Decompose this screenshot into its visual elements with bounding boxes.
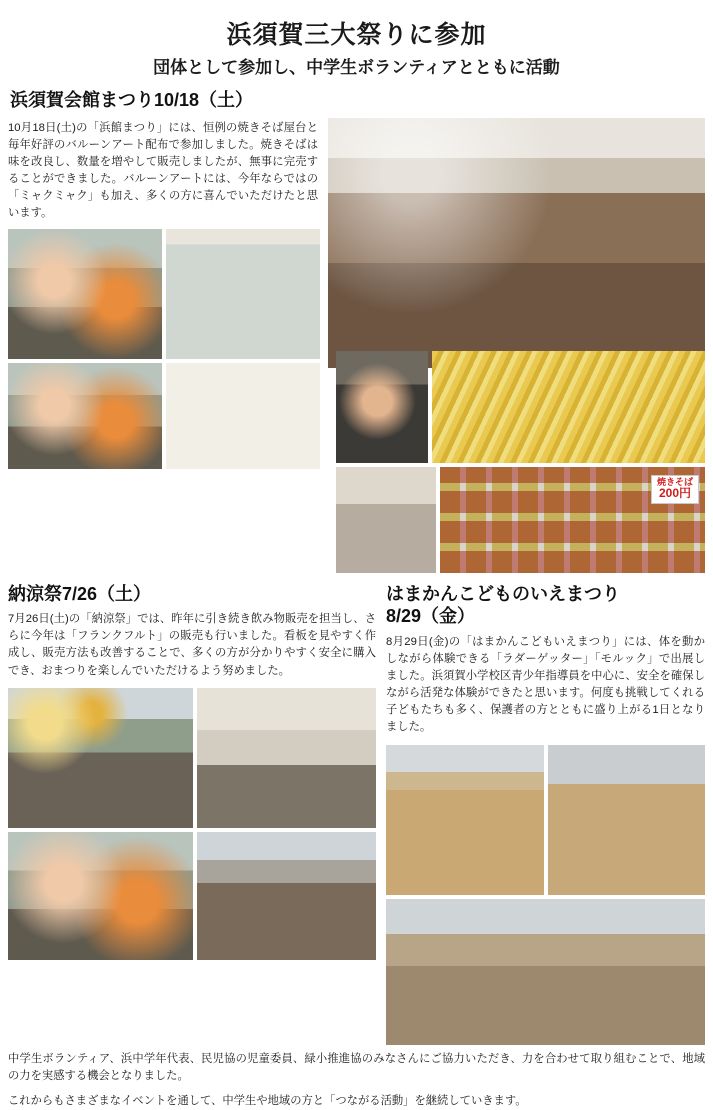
photo-noryo-stall-sign — [336, 467, 436, 573]
photo-molkky-game — [548, 745, 706, 895]
section-noryo — [8, 583, 376, 1045]
kaikan-photo-row-packs — [328, 467, 713, 573]
noryo-photo-grid-2 — [8, 832, 376, 960]
kaikan-photo-grid-2 — [8, 363, 320, 469]
section-body-kaikan: 10月18日(土)の「浜館まつり」には、恒例の焼きそば屋台と毎年好評のバルーンアート配布で参加しました。焼きそばは味を改良し、数量を増やして販売しましたが、無事に完売することができました。バルーンアートには、今年ならではの「ミャクミャク」も加え、多くの方に喜んでいただけたと思います。 — [8, 121, 318, 220]
kaikan-photo-row-mic — [328, 351, 713, 463]
photo-noryo-stall — [197, 688, 376, 828]
photo-yakisoba-pan — [432, 351, 705, 463]
section-hamakan — [386, 583, 705, 1045]
hamakan-photo-grid-1 — [386, 745, 705, 895]
photo-noryo-drinks — [8, 832, 193, 960]
photo-tent-cooking — [328, 118, 705, 368]
photo-gym-ladder — [386, 745, 544, 895]
middle-sections — [0, 583, 713, 1045]
section-heading-kaikan: 浜須賀会館まつり10/18（土） — [10, 90, 254, 111]
footer-text — [0, 1051, 713, 1110]
photo-group-photo — [386, 899, 705, 1045]
section-heading-hamakan: はまかんこどものいえまつり — [386, 583, 620, 604]
page-title: 浜須賀三大祭りに参加 — [226, 21, 487, 49]
photo-noryo-crowd — [8, 688, 193, 828]
kaikan-photo-grid-1 — [8, 229, 320, 359]
photo-kids-queue — [8, 363, 162, 469]
photo-mic-announce — [336, 351, 428, 463]
photo-noryo-volunteers — [197, 832, 376, 960]
price-sign-item: 焼きそば — [656, 476, 693, 487]
photo-packed-food — [440, 467, 705, 573]
photo-poster-wall — [166, 363, 320, 469]
page-header — [0, 0, 713, 77]
page-subtitle: 団体として参加し、中学生ボランティアとともに活動 — [153, 57, 560, 77]
section-heading-hamakan-date: 8/29（金） — [386, 606, 476, 627]
section-body-noryo: 7月26日(土)の「納涼祭」では、昨年に引き続き飲み物販売を担当し、さらに今年は「フランクフルト」の販売も行いました。看板を見やすく作成し、販売方法も改善することで、多くの方が分かりやすく安全に購入でき、おまつりを楽しんでいただけるよう努めました。 — [8, 613, 376, 677]
price-sign — [651, 475, 699, 504]
photo-display-board — [166, 229, 320, 359]
photo-balloon-kids — [8, 229, 162, 359]
footer-paragraph-2: これからもさまざまなイベントを通して、中学生や地域の方と「つながる活動」を継続していきます。 — [8, 1094, 527, 1107]
kaikan-left-column — [8, 118, 320, 469]
noryo-photo-grid-1 — [8, 688, 376, 828]
section-body-hamakan: 8月29日(金)の「はまかんこどもいえまつり」には、体を動かしながら体験できる「ラダーゲッター」「モルック」で出展しました。浜須賀小学校区青少年指導員を中心に、安全を確保しながら活発な体験ができたと思います。何度も挑戦してくれる子どもたちも多く、保護者の方とともに盛り上がる1日となりました。 — [386, 635, 705, 734]
price-sign-amount: 200円 — [658, 486, 691, 501]
section-heading-noryo: 納涼祭7/26（土） — [8, 583, 152, 604]
footer-paragraph-1: 中学生ボランティア、浜中学年代表、民児協の児童委員、緑小推進協のみなさんにご協力いただき、力を合わせて取り組むことで、地域の力を実感する機会となりました。 — [8, 1052, 705, 1082]
